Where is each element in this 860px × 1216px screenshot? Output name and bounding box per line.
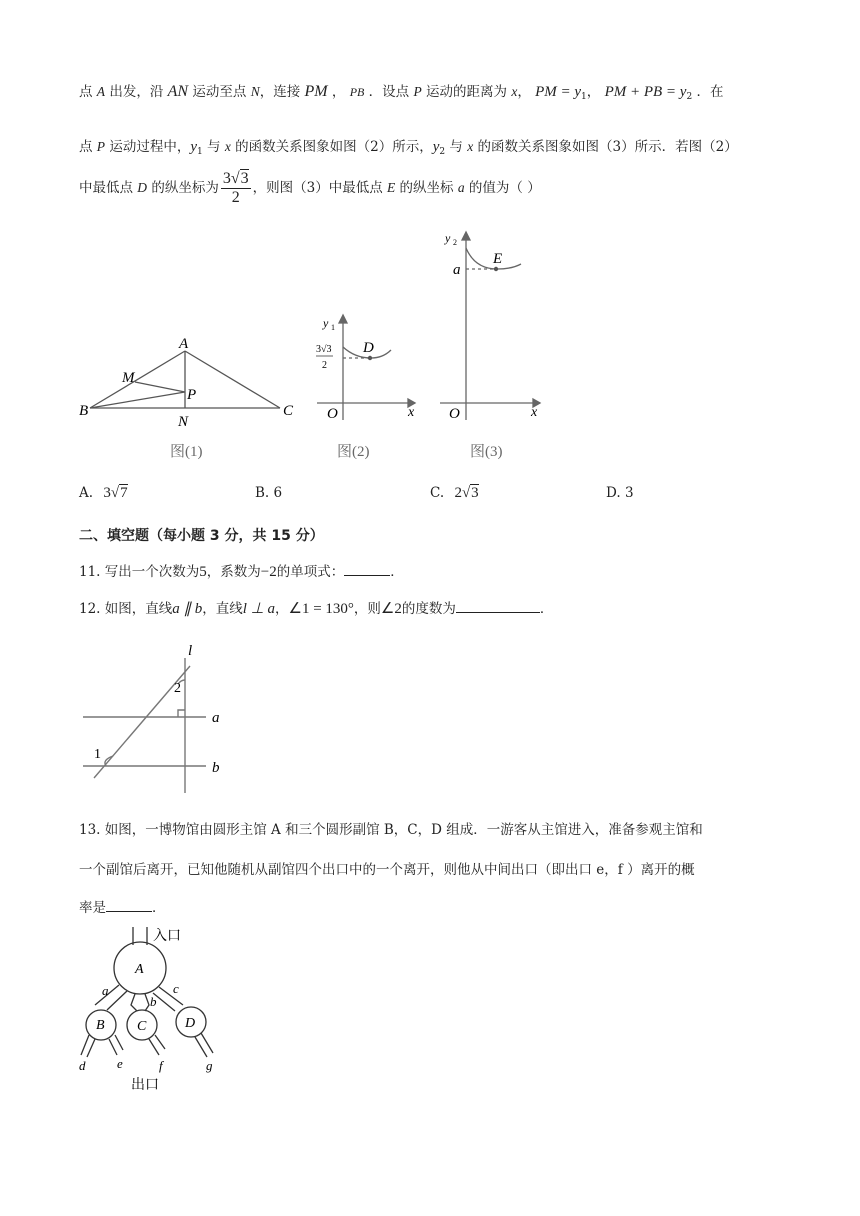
- label-x: x: [531, 405, 538, 420]
- label-D: D: [363, 340, 374, 356]
- text: 与: [445, 139, 468, 155]
- var: a: [457, 180, 465, 195]
- y-arrow: [462, 232, 470, 240]
- text: 运动至点: [188, 84, 251, 100]
- label-y1: y: [323, 316, 329, 330]
- label-l: l: [188, 643, 193, 659]
- text: ．在: [692, 84, 724, 100]
- option-label: A.: [79, 485, 94, 501]
- fraction-value: [221, 170, 251, 207]
- section-title: 二、填空题（每小题 3 分，共 15 分）: [79, 528, 324, 544]
- text: 点: [79, 84, 97, 100]
- math: PM + PB = y: [604, 84, 687, 100]
- label-O: O: [449, 406, 460, 422]
- exit-g: [195, 1033, 213, 1057]
- radicand: 3: [471, 485, 479, 501]
- segment-mp: [135, 382, 185, 392]
- text: ，系数为: [206, 564, 261, 580]
- label-A: A: [135, 962, 144, 977]
- q13-line2: 一个副馆后离开，已知他随机从副馆四个出口中的一个离开，则他从中间出口（即出口 e，f ）离开的概: [79, 862, 695, 878]
- text: 率是: [79, 900, 106, 916]
- text: 的单项式：: [276, 564, 345, 580]
- var: E: [387, 180, 396, 195]
- label-e: e: [117, 1056, 123, 1071]
- text: 写出一个次数为: [104, 564, 200, 580]
- math: l ⊥ a: [242, 601, 276, 617]
- label-a: a: [102, 983, 109, 998]
- text: ，连接: [259, 84, 305, 100]
- q12: [79, 597, 553, 618]
- value: 5: [199, 564, 207, 580]
- right-angle-mark: [178, 710, 185, 717]
- text: 的函数关系图象如图（3）所示．若图（2）: [473, 139, 738, 155]
- label-N: N: [178, 414, 189, 430]
- label-B: B: [96, 1018, 105, 1033]
- label-y2: y: [445, 231, 451, 245]
- label-c: c: [173, 981, 179, 996]
- option-label: B.: [255, 485, 270, 501]
- option-label: C.: [430, 485, 445, 501]
- text: 的纵坐标为: [147, 180, 219, 196]
- label-C: C: [283, 403, 294, 419]
- text: 与: [202, 139, 225, 155]
- q10-figures: [75, 225, 635, 465]
- label-g: g: [206, 1058, 213, 1073]
- var: y: [190, 139, 198, 155]
- label-B: B: [79, 403, 89, 419]
- sub: 2: [686, 92, 693, 102]
- figure-1-triangle: [90, 351, 280, 408]
- var: A: [96, 84, 106, 99]
- text: ．: [152, 900, 166, 916]
- text: ．: [390, 564, 404, 580]
- var: D: [137, 180, 148, 195]
- var: PB: [349, 85, 365, 99]
- q11: [79, 560, 404, 581]
- exit-e: [109, 1035, 123, 1055]
- q12-figure: [78, 638, 238, 798]
- option-c[interactable]: C. 2√3: [430, 485, 479, 501]
- label-y2-sub: 2: [453, 238, 457, 247]
- answer-blank[interactable]: [456, 600, 540, 613]
- fraction-denominator: 2: [231, 189, 240, 206]
- text: ，: [517, 84, 536, 100]
- corridor-a: [95, 985, 127, 1010]
- label-C: C: [137, 1019, 147, 1034]
- text: ，则图（3）中最低点: [252, 180, 388, 196]
- option-b[interactable]: [255, 485, 282, 501]
- option-d[interactable]: [606, 485, 634, 501]
- var: AN: [167, 83, 189, 100]
- text: 的函数关系图象如图（2）所示，: [230, 139, 433, 155]
- sub: 1: [197, 147, 203, 157]
- label-3root3: 3√3: [316, 344, 332, 355]
- label-P: P: [187, 387, 197, 403]
- label-a: a: [453, 262, 461, 278]
- label-D: D: [185, 1016, 196, 1031]
- var: P: [413, 84, 422, 99]
- label-1: 1: [94, 747, 101, 762]
- var: x: [511, 84, 518, 99]
- text: 点: [79, 139, 97, 155]
- label-f: f: [159, 1058, 163, 1073]
- exit-f: [149, 1035, 165, 1055]
- var: PM: [304, 83, 328, 100]
- label-x: x: [408, 405, 415, 420]
- text: 如图，直线: [104, 601, 173, 617]
- text: 运动的距离为: [421, 84, 512, 100]
- label-A: A: [179, 336, 189, 352]
- label-2: 2: [174, 681, 181, 696]
- question-number: 11.: [79, 564, 101, 580]
- text: ，: [275, 601, 289, 617]
- label-entrance: 入口: [153, 929, 181, 944]
- math: a ∥ b: [172, 601, 203, 617]
- answer-blank[interactable]: [344, 563, 390, 576]
- var: P: [96, 139, 106, 154]
- text: 的度数为: [401, 601, 456, 617]
- sub: 1: [581, 92, 587, 102]
- text: 的值为（ ）: [464, 180, 541, 196]
- fraction-numerator: 3√3: [222, 170, 249, 187]
- point-E: [494, 267, 498, 271]
- question-number: 12.: [79, 601, 101, 617]
- edge-ac: [185, 351, 280, 408]
- text: ．: [539, 601, 554, 617]
- figure-3-graph: [440, 232, 540, 420]
- value: −2: [260, 564, 277, 580]
- caption-fig3: 图(3): [470, 444, 503, 460]
- sub: 2: [439, 147, 446, 157]
- label-den-2: 2: [322, 360, 327, 371]
- text: ，: [586, 84, 605, 100]
- math: ∠2: [380, 601, 402, 617]
- label-b: b: [150, 994, 157, 1009]
- caption-fig2: 图(2): [337, 444, 370, 460]
- label-y1-sub: 1: [331, 323, 335, 332]
- coef: 2: [454, 485, 462, 501]
- math: ∠1 = 130°: [288, 601, 354, 617]
- label-O: O: [327, 406, 338, 422]
- text: ，则: [353, 601, 381, 617]
- label-M: M: [122, 370, 135, 386]
- math: PM = y: [535, 84, 582, 100]
- q10-line1: [79, 80, 724, 102]
- var: x: [224, 139, 231, 154]
- label-b: b: [212, 760, 220, 776]
- text: ，: [327, 84, 350, 100]
- label-d: d: [79, 1058, 86, 1073]
- option-text: 6: [273, 485, 283, 501]
- var: x: [467, 139, 474, 154]
- coef: 3: [222, 170, 231, 187]
- q10-line2: [79, 135, 738, 157]
- var: y: [432, 139, 440, 155]
- y-arrow: [339, 315, 347, 323]
- q13-museum-figure: [75, 925, 235, 1095]
- coef: 3: [103, 485, 111, 501]
- q10-line3: [79, 170, 541, 207]
- option-a[interactable]: A. 3√7: [79, 485, 128, 501]
- text: ，直线: [202, 601, 243, 617]
- text: 运动过程中，: [105, 139, 191, 155]
- label-exit: 出口: [131, 1078, 159, 1093]
- corridor-b: [131, 994, 149, 1011]
- q13-line1: 13. 如图，一博物馆由圆形主馆 A 和三个圆形副馆 B，C，D 组成．一游客从主馆进入，准备参观主馆和: [79, 822, 703, 838]
- text: 出发，沿: [105, 84, 168, 100]
- radicand: 7: [120, 485, 128, 501]
- answer-blank[interactable]: [106, 899, 152, 912]
- option-label: D.: [606, 485, 621, 501]
- text: 的纵坐标: [395, 180, 458, 196]
- caption-fig1: 图(1): [170, 444, 203, 460]
- text: 中最低点: [79, 180, 138, 196]
- q13-line3: [79, 896, 166, 916]
- point-D: [368, 356, 372, 360]
- label-a: a: [212, 710, 220, 726]
- label-E: E: [493, 251, 503, 267]
- option-text: 3: [624, 485, 634, 501]
- var: N: [250, 84, 260, 99]
- radicand: 3: [240, 170, 249, 187]
- text: ．设点: [364, 84, 414, 100]
